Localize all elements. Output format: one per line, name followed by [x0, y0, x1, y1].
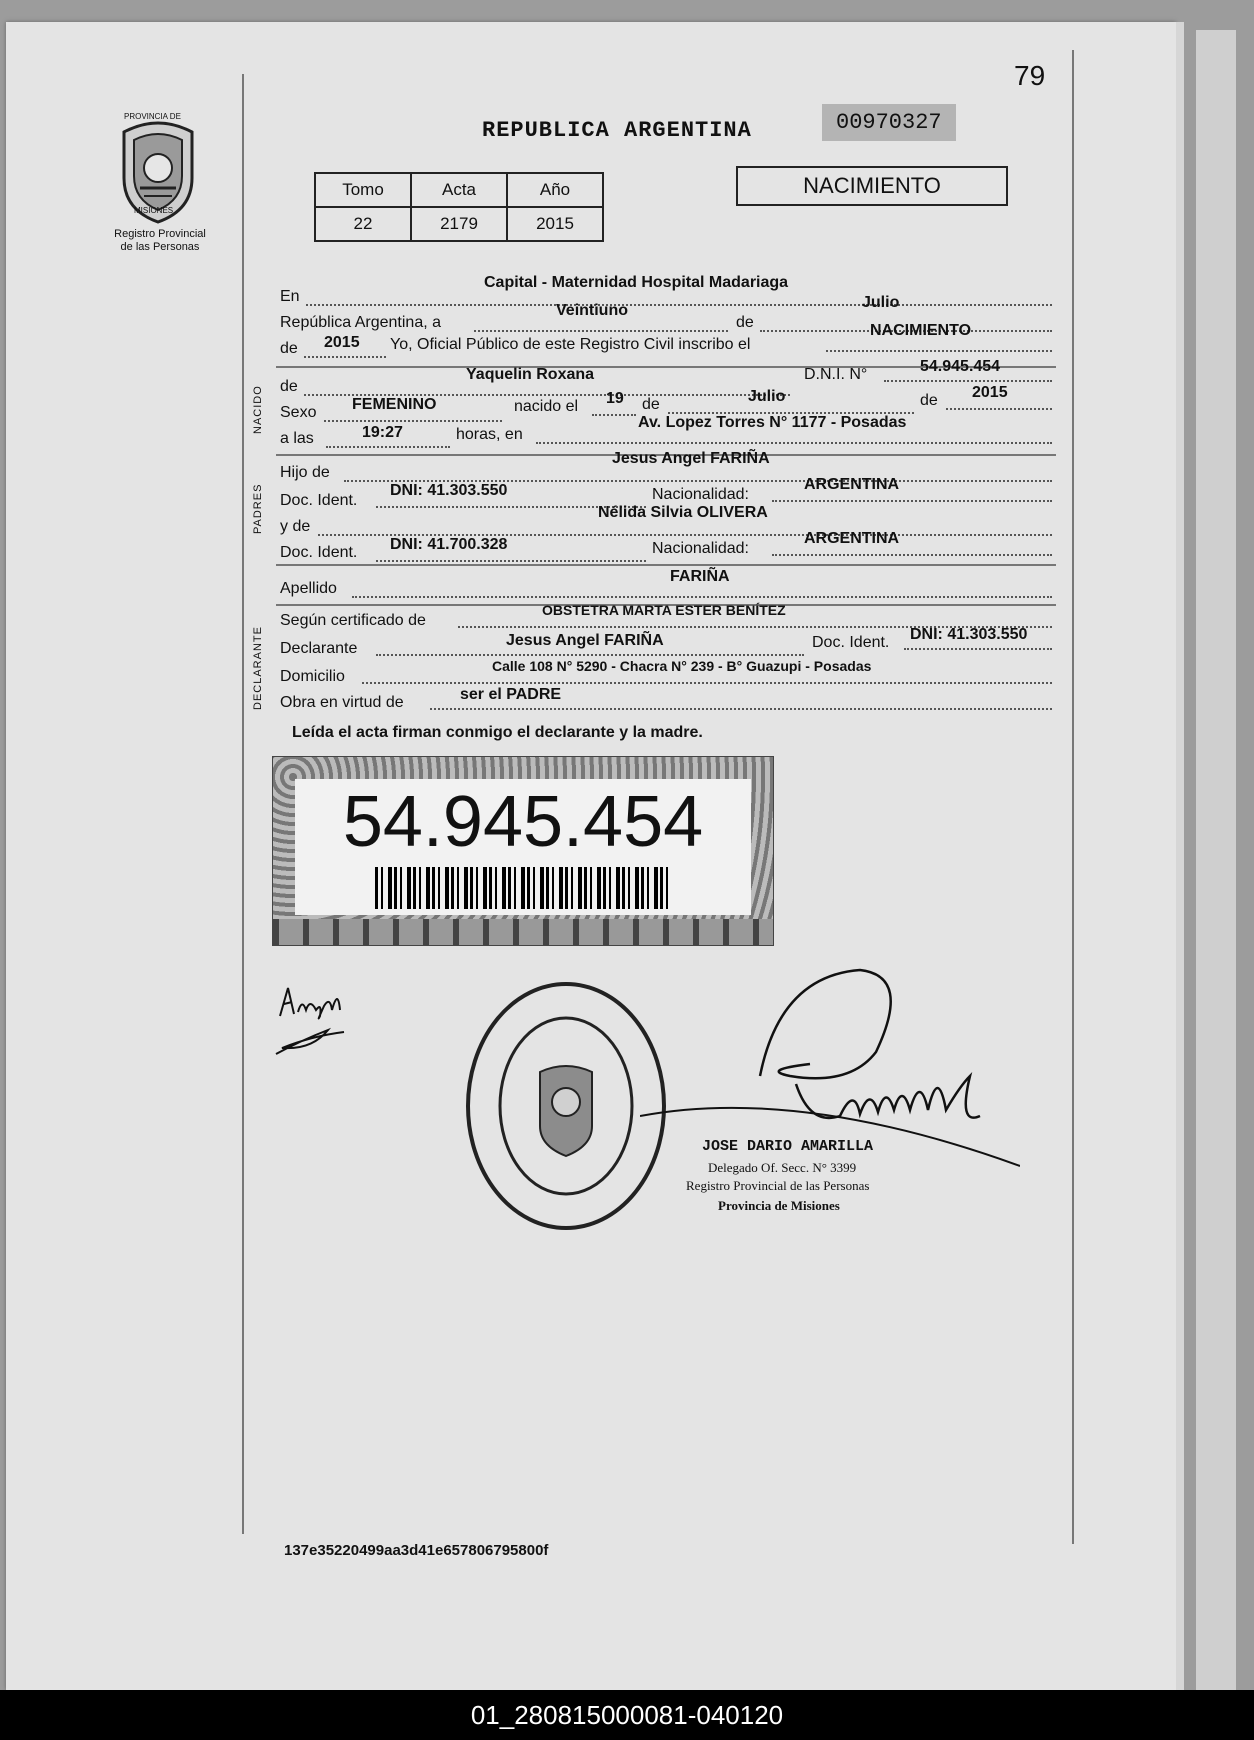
- dots-inscribed: [826, 350, 1052, 352]
- value-name: Yaquelin Roxana: [466, 366, 595, 383]
- dots-sex: [324, 420, 502, 422]
- dots-year: [304, 356, 386, 358]
- value-birth-day: 19: [606, 390, 624, 407]
- label-segun: Según certificado de: [280, 612, 426, 629]
- label-doc-ident-father: Doc. Ident.: [280, 492, 358, 509]
- value-surname: FARIÑA: [670, 568, 730, 585]
- value-capacity: ser el PADRE: [460, 686, 562, 703]
- dots-declarant: [376, 654, 804, 656]
- label-nacionalidad-father: Nacionalidad:: [652, 486, 749, 503]
- value-father: Jesus Angel FARIÑA: [612, 450, 770, 467]
- label-nacido-el: nacido el: [514, 398, 579, 415]
- label-apellido: Apellido: [280, 580, 337, 597]
- logo-ring-top: PROVINCIA DE: [124, 112, 181, 121]
- closing-statement: Leída el acta firman conmigo el declarante y la madre.: [292, 724, 703, 741]
- value-anio: 2015: [507, 207, 603, 241]
- dots-declarant-doc: [904, 648, 1052, 650]
- official-office: Registro Provincial de las Personas: [686, 1178, 870, 1193]
- official-province: Provincia de Misiones: [718, 1198, 840, 1213]
- dots-mother-doc: [376, 560, 646, 562]
- document-title: REPUBLICA ARGENTINA: [482, 118, 752, 143]
- document-hash: 137e35220499aa3d41e657806795800f: [284, 1542, 549, 1559]
- header-acta: Acta: [411, 173, 507, 207]
- dots-birth-place: [536, 442, 1052, 444]
- value-certificate: OBSTETRA MARTA ESTER BENÍTEZ: [542, 602, 786, 618]
- barcode-number: 54.945.454: [342, 782, 704, 862]
- label-nacionalidad-mother: Nacionalidad:: [652, 540, 749, 557]
- label-doc-ident-mother: Doc. Ident.: [280, 544, 358, 561]
- label-doc-ident-declarant: Doc. Ident.: [812, 634, 890, 651]
- scan-footer: 01_280815000081-040120: [0, 1690, 1254, 1740]
- label-de2: de: [280, 340, 298, 357]
- label-declarante: Declarante: [280, 640, 358, 657]
- label-obra: Obra en virtud de: [280, 694, 404, 711]
- value-birth-time: 19:27: [362, 424, 403, 441]
- value-address: Calle 108 N° 5290 - Chacra N° 239 - B° Guazupi - Posadas: [492, 658, 872, 674]
- barcode-security-strip: [273, 919, 773, 945]
- stamp-inner-text: [520, 1020, 533, 1021]
- label-republica: República Argentina, a: [280, 314, 441, 331]
- dots-dni: [884, 380, 1052, 382]
- dni-barcode-label: [272, 756, 774, 946]
- page-edge-back: [1196, 30, 1236, 1690]
- official-name: JOSE DARIO AMARILLA: [702, 1138, 874, 1155]
- value-inscribed: NACIMIENTO: [870, 322, 972, 339]
- section-label-padres: PADRES: [252, 483, 264, 534]
- value-birth-place: Av. Lopez Torres N° 1177 - Posadas: [638, 414, 907, 431]
- value-month: Julio: [862, 294, 900, 311]
- value-year: 2015: [324, 334, 360, 351]
- label-sexo: Sexo: [280, 404, 317, 421]
- header-anio: Año: [507, 173, 603, 207]
- value-birth-month: Julio: [748, 388, 786, 405]
- value-father-doc: DNI: 41.303.550: [390, 482, 508, 499]
- dots-birth-year: [946, 408, 1052, 410]
- label-domicilio: Domicilio: [280, 668, 345, 685]
- value-tomo: 22: [315, 207, 411, 241]
- section-label-declarante: DECLARANTE: [252, 626, 264, 710]
- value-declarant: Jesus Angel FARIÑA: [506, 632, 664, 649]
- serial-number: 00970327: [822, 104, 956, 141]
- official-seal-stamp: [464, 980, 668, 1232]
- dots-mother-nat: [772, 554, 1052, 556]
- value-sex: FEMENINO: [352, 396, 437, 413]
- dots-father-nat: [772, 500, 1052, 502]
- label-y-de: y de: [280, 518, 311, 535]
- register-table: [314, 172, 604, 242]
- label-a-las: a las: [280, 430, 314, 447]
- logo-caption-line-1: Registro Provincial: [114, 228, 206, 240]
- label-de4: de: [642, 396, 660, 413]
- label-de: de: [736, 314, 754, 331]
- label-en: En: [280, 288, 300, 305]
- value-mother: Nélida Silvia OLIVERA: [598, 504, 768, 521]
- page-edge: [1176, 22, 1184, 1690]
- dots-capacity: [430, 708, 1052, 710]
- logo-caption: [100, 228, 220, 254]
- declarant-signature: [272, 980, 372, 1060]
- label-oficial: Yo, Oficial Público de este Registro Civil inscribo el: [390, 336, 751, 353]
- separator-3: [276, 564, 1056, 566]
- label-de5: de: [920, 392, 938, 409]
- dots-surname: [352, 596, 1052, 598]
- label-de3: de: [280, 378, 298, 395]
- record-type-box: NACIMIENTO: [736, 166, 1008, 206]
- header-tomo: Tomo: [315, 173, 411, 207]
- label-dni: D.N.I. N°: [804, 366, 868, 383]
- stamp-ring-text: [490, 1104, 521, 1105]
- dots-birth-day: [592, 414, 636, 416]
- value-mother-doc: DNI: 41.700.328: [390, 536, 508, 553]
- left-margin-line: [242, 74, 244, 1534]
- dots-address: [362, 682, 1052, 684]
- logo-ring-bottom: MISIONES: [134, 206, 174, 215]
- section-label-nacido: NACIDO: [252, 385, 264, 434]
- label-hijo-de: Hijo de: [280, 464, 330, 481]
- page-number: 79: [1014, 60, 1046, 91]
- dots-day: [474, 330, 728, 332]
- official-title: Delegado Of. Secc. N° 3399: [708, 1160, 857, 1175]
- right-margin-line: [1072, 50, 1074, 1544]
- value-mother-nat: ARGENTINA: [804, 530, 900, 547]
- logo-caption-line-2: de las Personas: [120, 241, 200, 253]
- value-father-nat: ARGENTINA: [804, 476, 900, 493]
- signature-left-text: [306, 1004, 309, 1005]
- value-place: Capital - Maternidad Hospital Madariaga: [484, 274, 789, 291]
- value-acta: 2179: [411, 207, 507, 241]
- value-birth-year: 2015: [972, 384, 1008, 401]
- dots-time: [326, 446, 450, 448]
- barcode-bars: [375, 867, 671, 909]
- label-horas: horas, en: [456, 426, 523, 443]
- value-dni: 54.945.454: [920, 358, 1001, 375]
- barcode-inner: [295, 779, 751, 915]
- value-day-words: Veintiuno: [556, 302, 628, 319]
- dots-en: [306, 304, 1052, 306]
- value-declarant-doc: DNI: 41.303.550: [910, 626, 1028, 643]
